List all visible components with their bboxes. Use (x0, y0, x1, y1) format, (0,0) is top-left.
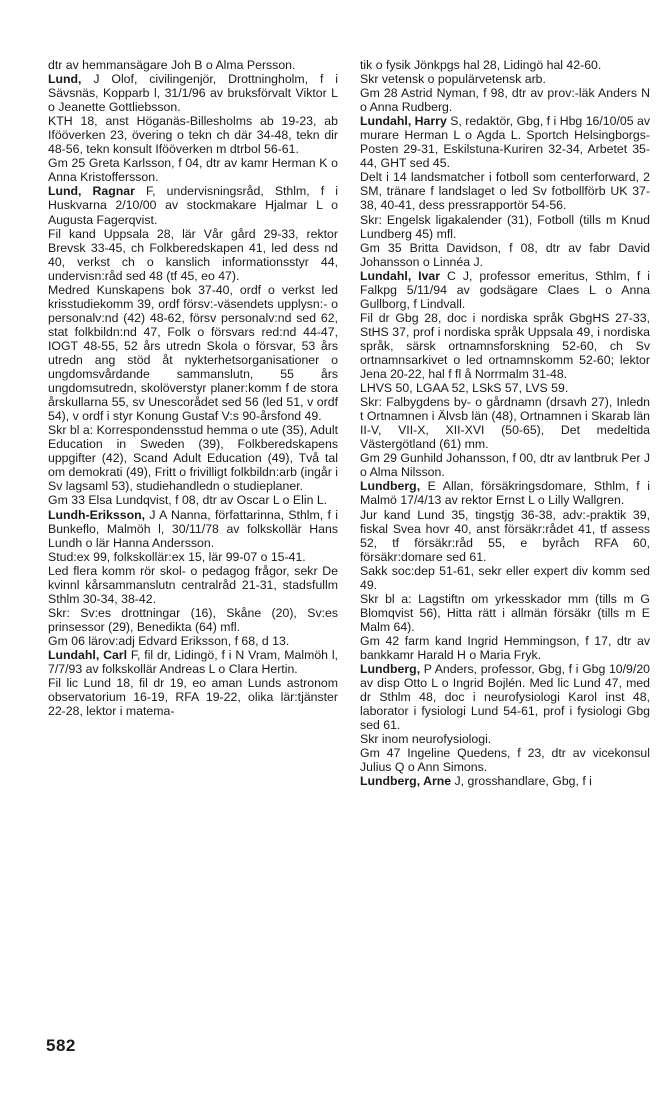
text-paragraph (48, 634, 338, 648)
page-number: 582 (46, 1036, 76, 1055)
paragraph-text: Fil kand Uppsala 28, lär Vår gård 29-33, rektor Brevsk 33-45, ch Folkberedskapen 41, led dess nd 40, verkst ch o kanslich informationsstyr 44, undervisn:råd sed 48 (tf 45, eo 47). (48, 226, 338, 283)
paragraph-text: J A Nanna, författarinna, Sthlm, f i Bunkeflo, Malmöh l, 30/11/78 av folkskollär Hans Lundh o lär Hanna Andersson. (48, 507, 338, 550)
text-paragraph (48, 648, 338, 676)
left-column (48, 58, 338, 718)
paragraph-text: E Allan, försäkringsdomare, Sthlm, f i Malmö 17/4/13 av rektor Ernst L o Lilly Wallgren. (360, 479, 650, 508)
paragraph-text: Skr inom neurofysiologi. (360, 732, 492, 747)
entry-name: Lundahl, Ivar (360, 268, 441, 283)
text-paragraph (360, 58, 650, 72)
paragraph-text: tik o fysik Jönkpgs hal 28, Lidingö hal 42-60. (360, 58, 602, 72)
text-paragraph (360, 381, 650, 395)
text-paragraph (48, 184, 338, 226)
paragraph-text: Led flera komm rör skol- o pedagog frågor, sekr De kvinnl kårsammanslutn centralråd 21-31, stadsfullm Sthlm 30-34, 38-42. (48, 563, 338, 606)
text-paragraph (360, 479, 650, 507)
text-paragraph (48, 508, 338, 550)
paragraph-text: P Anders, professor, Gbg, f i Gbg 10/9/20 av disp Otto L o Ingrid Bojlén. Med lic Lund 47, med dr Sthlm 48, doc i neurofysiologi Karol inst 48, laborator i fysiologi Lund 54-61, prof i fysiologi Gbg sed 61. (360, 662, 650, 733)
paragraph-text: Fil dr Gbg 28, doc i nordiska språk GbgHS 27-33, StHS 37, prof i nordiska språk Uppsala 49, i nordiska språk, särsk ortnamnsforskning 52-60, ch Sv ortnamnsarkivet o led ortnamnskomm 52-60; lektor Jena 20-22, hal f fl å Norrmalm 31-48. (360, 310, 650, 382)
paragraph-text: dtr av hemmansägare Joh B o Alma Persson. (48, 58, 296, 72)
paragraph-text: Skr bl a: Korrespondensstud hemma o ute (35), Adult Education in Sweden (39), Folkberedskapens uppgifter (42), Scand Adult Education (49), Två tal om demokrati (49), Fritt o frivilligt folkbildn:arb (ingår i Sv lagsaml 53), studiehandledn o studieplaner. (48, 423, 338, 494)
text-paragraph (48, 58, 338, 72)
text-paragraph (360, 72, 650, 86)
text-paragraph (48, 676, 338, 718)
entry-name: Lundberg, (360, 479, 421, 494)
paragraph-text: Jur kand Lund 35, tingstjg 36-38, adv:-praktik 39, fiskal Svea hovr 40, anst försäkr:rådet 41, tf assess 52, tf försäkr:råd 55, e byråch RFA 60, försäkr:domare sed 61. (360, 507, 650, 564)
entry-name: Lundberg, (360, 662, 421, 677)
text-paragraph (360, 241, 650, 269)
text-paragraph (360, 662, 650, 732)
text-paragraph (360, 213, 650, 241)
text-paragraph (360, 592, 650, 634)
paragraph-text: Delt i 14 landsmatcher i fotboll som centerforward, 2 SM, tränare f landslaget o led Sv fotbollförb UK 37-38, 40-41, dess pressrapportör 54-56. (360, 170, 650, 213)
text-paragraph (360, 564, 650, 592)
paragraph-text: F, undervisningsråd, Sthlm, f i Huskvarna 2/10/00 av stockmakare Hjalmar L o Augusta Fagerqvist. (48, 184, 338, 227)
text-paragraph (360, 269, 650, 311)
text-paragraph (360, 114, 650, 170)
paragraph-text: Skr: Falbygdens by- o gårdnamn (drsavh 27), Inledn t Ortnamnen i Älvsb län (48), Ortnamnen i Skarab län II-V, VII-X, XII-XVI (50-65), Det medeltida Västergötland (61) mm. (360, 395, 650, 452)
text-paragraph (360, 170, 650, 212)
paragraph-text: Skr: Sv:es drottningar (16), Skåne (20), Sv:es prinsessor (29), Benedikta (64) mfl. (48, 605, 338, 634)
text-paragraph (360, 395, 650, 451)
paragraph-text: Sakk soc:dep 51-61, sekr eller expert div komm sed 49. (360, 563, 650, 592)
paragraph-text: J Olof, civilingenjör, Drottningholm, f i Sävsnäs, Kopparb l, 31/1/96 av bruksförvalt Viktor L o Jeanette Gottliebsson. (48, 72, 338, 115)
text-paragraph (48, 283, 338, 423)
entry-name: Lundberg, Arne (360, 774, 452, 789)
text-paragraph (48, 72, 338, 114)
paragraph-text: S, redaktör, Gbg, f i Hbg 16/10/05 av murare Herman L o Agda L. Sportch Helsingborgs-Posten 29-31, Eskilstuna-Kuriren 32-34, Arbetet 35-44, GHT sed 45. (360, 114, 650, 171)
paragraph-text: Gm 25 Greta Karlsson, f 04, dtr av kamr Herman K o Anna Kristoffersson. (48, 156, 338, 185)
paragraph-text: Gm 33 Elsa Lundqvist, f 08, dtr av Oscar L o Elin L. (48, 493, 328, 508)
text-paragraph (48, 564, 338, 606)
text-paragraph (48, 493, 338, 507)
entry-name: Lund, (48, 72, 82, 87)
text-paragraph (360, 508, 650, 564)
text-paragraph (360, 86, 650, 114)
paragraph-text: Gm 06 lärov:adj Edvard Eriksson, f 68, d 13. (48, 633, 290, 648)
paragraph-text: Gm 29 Gunhild Johansson, f 00, dtr av lantbruk Per J o Alma Nilsson. (360, 451, 650, 480)
text-paragraph (48, 550, 338, 564)
text-paragraph (360, 451, 650, 479)
entry-name: Lund, Ragnar (48, 184, 135, 199)
text-paragraph (360, 311, 650, 381)
paragraph-text: Skr bl a: Lagstiftn om yrkesskador mm (tills m G Blomqvist 56), Hitta rätt i allmän försäkr (tills m E Malm 64). (360, 591, 650, 634)
paragraph-text: Gm 35 Britta Davidson, f 08, dtr av fabr David Johansson o Linnéa J. (360, 240, 650, 269)
right-column (360, 58, 650, 788)
paragraph-text: Skr: Engelsk ligakalender (31), Fotboll (tills m Knud Lundberg 45) mfl. (360, 212, 650, 241)
paragraph-text: Fil lic Lund 18, fil dr 19, eo aman Lunds astronom observatorium 16-19, RFA 19-22, olika lär:tjänster 22-28, lektor i matema- (48, 676, 338, 719)
paragraph-text: Gm 28 Astrid Nyman, f 98, dtr av prov:-läk Anders N o Anna Rudberg. (360, 86, 650, 115)
text-paragraph (360, 774, 650, 788)
text-paragraph (48, 423, 338, 493)
paragraph-text: Skr vetensk o populärvetensk arb. (360, 72, 546, 87)
entry-name: Lundahl, Carl (48, 647, 128, 662)
text-paragraph (48, 156, 338, 184)
entry-name: Lundahl, Harry (360, 114, 447, 129)
paragraph-text: Medred Kunskapens bok 37-40, ordf o verkst led krisstudiekomm 39, ordf försv:-väsendets upplysn:- o personalv:nd (42) 48-62, försv personalv:nd sed 62, stat folkbildn:nd 47, Folk o försvars red:nd 44-47, IOGT 48-55, 52 års utredn Skola o försvar, 53 års utredn ang stöd åt nykterhetsorganisationer o ungdomsvårdande sammanslutn, 55 års ungdomsutredn, skolöverstyr planer:komm f de stora årskullarna 55, sv Unescorådet sed 56 (led 51, v ordf 54), v ordf i styr Konung Gustaf V:s 90-årsfond 49. (48, 282, 338, 424)
paragraph-text: C J, professor emeritus, Sthlm, f i Falkpg 5/11/94 av godsägare Claes L o Anna Gullborg, f Lindvall. (360, 268, 650, 311)
paragraph-text: F, fil dr, Lidingö, f i N Vram, Malmöh l, 7/7/93 av folkskollär Andreas L o Clara Hertin. (48, 647, 338, 677)
paragraph-text: Gm 47 Ingeline Quedens, f 23, dtr av vicekonsul Julius Q o Ann Simons. (360, 746, 650, 775)
entry-name: Lundh-Eriksson, (48, 507, 146, 522)
paragraph-text: J, grosshandlare, Gbg, f i (451, 774, 592, 789)
text-paragraph (48, 227, 338, 283)
paragraph-text: Gm 42 farm kand Ingrid Hemmingson, f 17, dtr av bankkamr Harald H o Maria Fryk. (360, 633, 650, 662)
text-paragraph (360, 746, 650, 774)
paragraph-text: KTH 18, anst Höganäs-Billesholms ab 19-23, ab Ifööverken 23, övering o tekn ch där 34-48, tekn dir 48-56, tekn konsult Ifööverken m dtrbol 56-61. (48, 114, 338, 157)
text-paragraph (360, 732, 650, 746)
text-paragraph (48, 606, 338, 634)
paragraph-text: LHVS 50, LGAA 52, LSkS 57, LVS 59. (360, 381, 569, 396)
paragraph-text: Stud:ex 99, folkskollär:ex 15, lär 99-07 o 15-41. (48, 549, 306, 564)
text-paragraph (360, 634, 650, 662)
text-paragraph (48, 114, 338, 156)
